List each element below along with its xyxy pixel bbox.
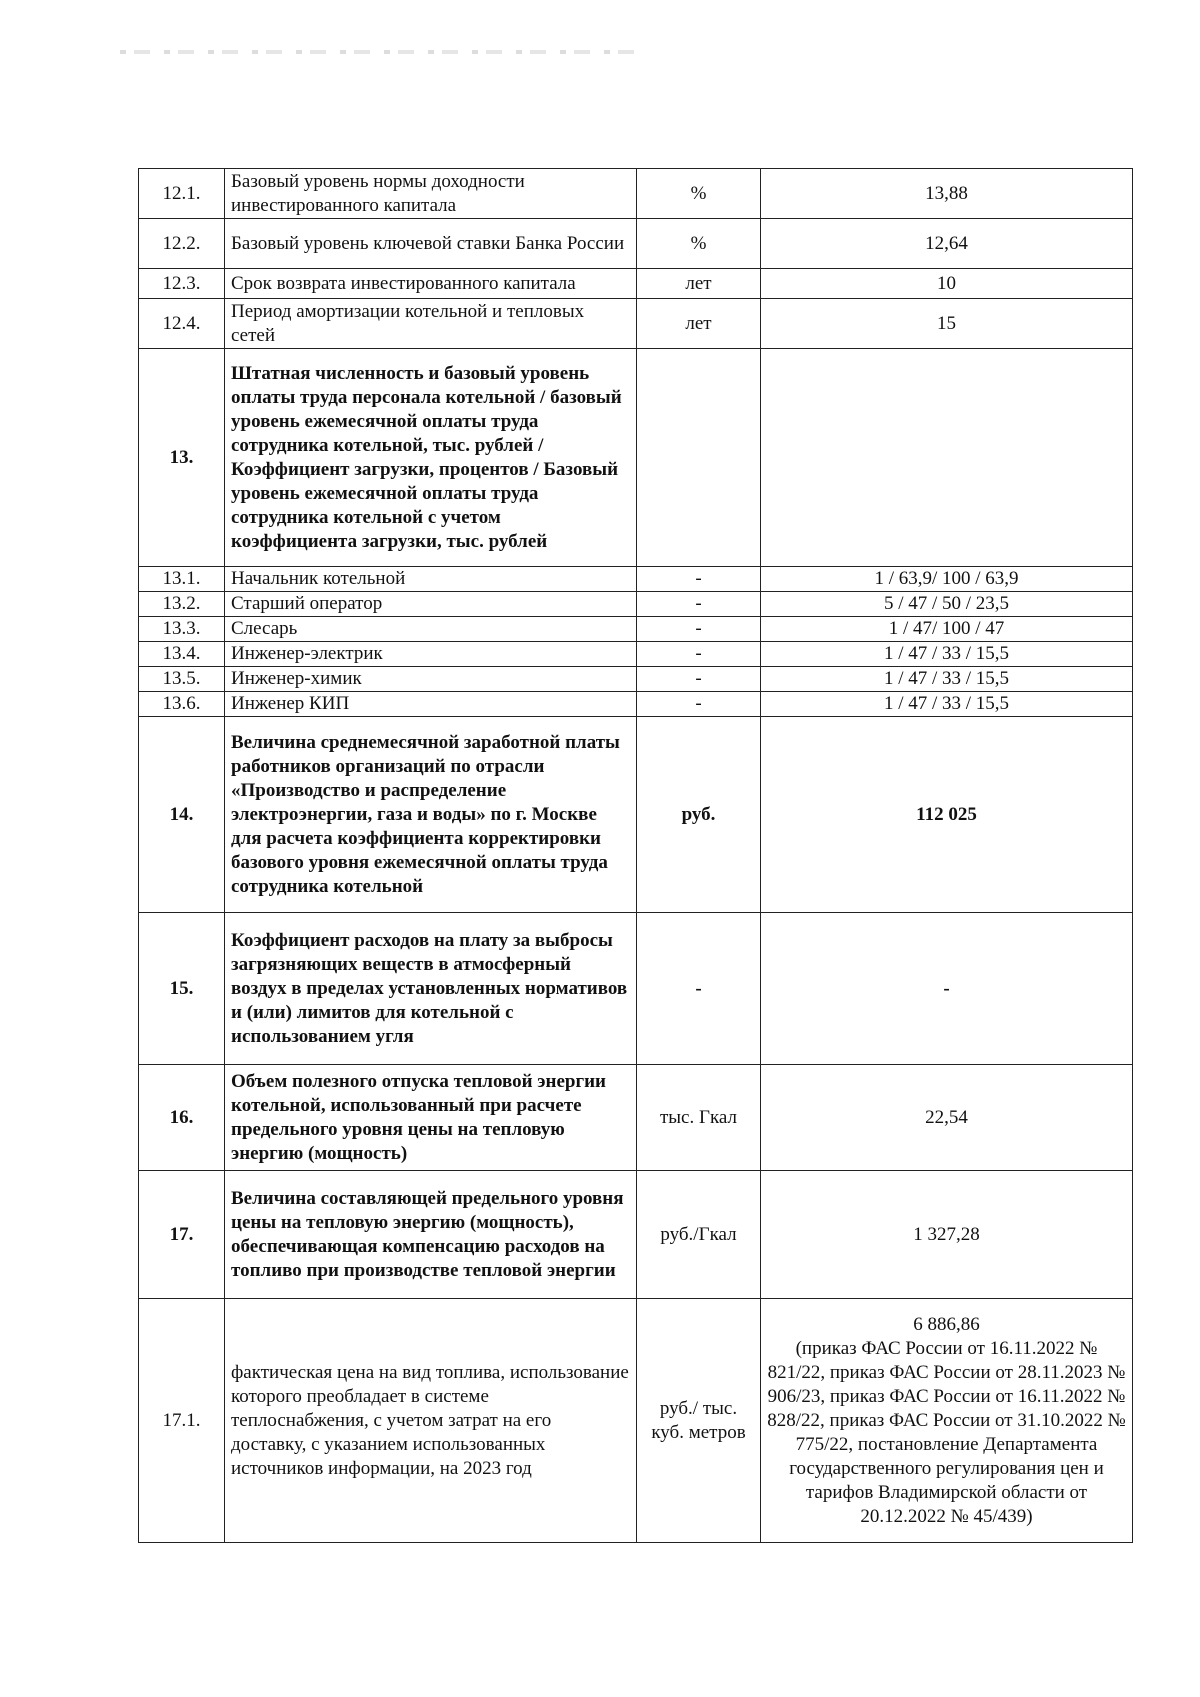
row-unit: - [637,913,761,1065]
row-unit: лет [637,269,761,299]
row-number: 15. [139,913,225,1065]
row-name: Базовый уровень нормы доходности инвестированного капитала [225,169,637,219]
row-value-note: (приказ ФАС России от 16.11.2022 № 821/22, приказ ФАС России от 28.11.2023 № 906/23, приказ ФАС России от 16.11.2022 № 828/22, приказ ФАС России от 31.10.2022 № 775/22, постановление Департамента государственного регулирования цен и тарифов Владимирской области от 20.12.2022 № 45/439) [767,1337,1126,1527]
row-number: 13.6. [139,692,225,717]
row-name: Инженер КИП [225,692,637,717]
row-name: Слесарь [225,617,637,642]
row-value: - [761,913,1133,1065]
row-unit: - [637,642,761,667]
row-number: 13. [139,349,225,567]
row-number: 13.5. [139,667,225,692]
row-number: 12.2. [139,219,225,269]
table-row [139,642,1133,667]
row-value: 1 / 63,9/ 100 / 63,9 [761,567,1133,592]
row-number: 13.1. [139,567,225,592]
row-value-cell [761,1299,1133,1543]
table-row [139,667,1133,692]
row-unit: - [637,692,761,717]
row-value: 10 [761,269,1133,299]
row-name: Величина среднемесячной заработной платы работников организаций по отрасли «Производство и распределение электроэнергии, газа и воды» по г. Москве для расчета коэффициента корректировки базового уровня ежемесячной оплаты труда сотрудника котельной [225,717,637,913]
row-unit: - [637,592,761,617]
row-value: 1 / 47/ 100 / 47 [761,617,1133,642]
row-unit [637,349,761,567]
row-unit: - [637,617,761,642]
row-unit: % [637,169,761,219]
row-name: Старший оператор [225,592,637,617]
table-row [139,1299,1133,1543]
row-name: Штатная численность и базовый уровень оплаты труда персонала котельной / базовый уровень ежемесячной оплаты труда сотрудника котельной, тыс. рублей / Коэффициент загрузки, процентов / Базовый уровень ежемесячной оплаты труда сотрудника котельной с учетом коэффициента загрузки, тыс. рублей [225,349,637,567]
row-unit: лет [637,299,761,349]
table-row [139,913,1133,1065]
row-number: 13.2. [139,592,225,617]
row-name: Срок возврата инвестированного капитала [225,269,637,299]
row-number: 12.3. [139,269,225,299]
row-number: 17.1. [139,1299,225,1543]
row-number: 17. [139,1171,225,1299]
table-row [139,617,1133,642]
table-row [139,592,1133,617]
row-name: Начальник котельной [225,567,637,592]
row-unit: - [637,567,761,592]
scan-artifact [120,50,640,54]
table-row [139,1065,1133,1171]
row-value: 1 / 47 / 33 / 15,5 [761,642,1133,667]
row-name: Инженер-химик [225,667,637,692]
row-name: Объем полезного отпуска тепловой энергии котельной, использованный при расчете предельного уровня цены на тепловую энергию (мощность) [225,1065,637,1171]
row-number: 12.1. [139,169,225,219]
row-value: 1 / 47 / 33 / 15,5 [761,692,1133,717]
row-value: 1 327,28 [761,1171,1133,1299]
row-unit: руб./ тыс. куб. метров [637,1299,761,1543]
table-row [139,567,1133,592]
row-name: Величина составляющей предельного уровня цены на тепловую энергию (мощность), обеспечивающая компенсацию расходов на топливо при производстве тепловой энергии [225,1171,637,1299]
row-value: 112 025 [761,717,1133,913]
table-row [139,692,1133,717]
row-unit: руб. [637,717,761,913]
table-row [139,169,1133,219]
row-unit: руб./Гкал [637,1171,761,1299]
row-number: 16. [139,1065,225,1171]
row-value: 15 [761,299,1133,349]
row-name: фактическая цена на вид топлива, использование которого преобладает в системе теплоснабжения, с учетом затрат на его доставку, с указанием использованных источников информации, на 2023 год [225,1299,637,1543]
row-unit: тыс. Гкал [637,1065,761,1171]
row-value: 13,88 [761,169,1133,219]
row-value [761,349,1133,567]
row-value: 5 / 47 / 50 / 23,5 [761,592,1133,617]
table-row [139,269,1133,299]
row-value: 1 / 47 / 33 / 15,5 [761,667,1133,692]
row-unit: % [637,219,761,269]
row-value: 6 886,86 [913,1313,980,1335]
table-row [139,219,1133,269]
row-number: 14. [139,717,225,913]
table-row [139,1171,1133,1299]
row-name: Коэффициент расходов на плату за выбросы загрязняющих веществ в атмосферный воздух в пределах установленных нормативов и (или) лимитов для котельной с использованием угля [225,913,637,1065]
row-name: Инженер-электрик [225,642,637,667]
row-number: 12.4. [139,299,225,349]
row-value: 12,64 [761,219,1133,269]
row-name: Базовый уровень ключевой ставки Банка России [225,219,637,269]
table-row [139,299,1133,349]
row-number: 13.4. [139,642,225,667]
row-name: Период амортизации котельной и тепловых сетей [225,299,637,349]
table-row [139,717,1133,913]
table-row [139,349,1133,567]
row-number: 13.3. [139,617,225,642]
tariff-parameters-table [138,168,1133,1543]
row-value: 22,54 [761,1065,1133,1171]
row-unit: - [637,667,761,692]
